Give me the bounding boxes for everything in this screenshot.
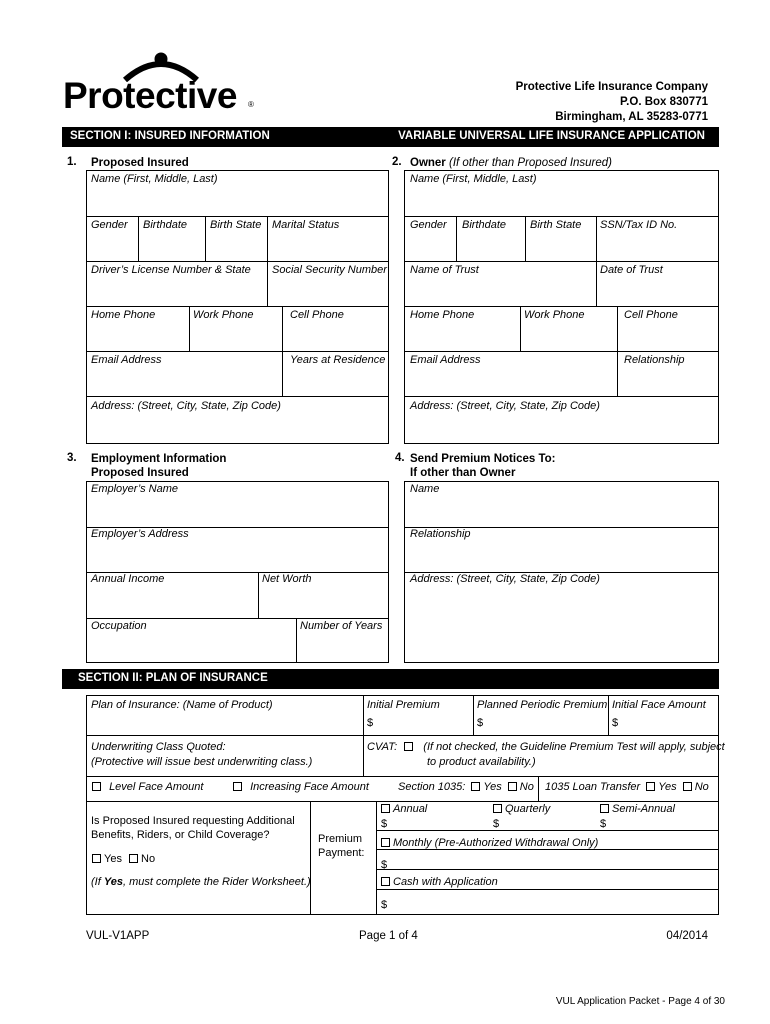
initial-premium-dollar: $: [367, 717, 374, 729]
riders-question-line2: Benefits, Riders, or Child Coverage?: [91, 829, 270, 841]
initial-face-field[interactable]: Initial Face Amount: [612, 699, 706, 711]
employment-title: Employment Information: [91, 453, 227, 465]
owner-home-phone-field[interactable]: Home Phone: [410, 309, 475, 321]
insured-name-field[interactable]: Name (First, Middle, Last): [91, 173, 218, 185]
employer-address-field[interactable]: Employer’s Address: [91, 528, 189, 540]
riders-yes-label: Yes: [104, 853, 122, 865]
section2-title: SECTION II: PLAN OF INSURANCE: [78, 672, 268, 684]
monthly-option[interactable]: [381, 837, 598, 850]
number-of-years-field[interactable]: Number of Years: [300, 620, 383, 632]
annual-income-field[interactable]: Annual Income: [91, 573, 165, 585]
increasing-face-option[interactable]: [233, 781, 369, 794]
monthly-dollar: $: [381, 859, 388, 871]
section2-header: [62, 669, 719, 689]
annual-checkbox[interactable]: [381, 804, 390, 813]
riders-yes-checkbox[interactable]: [92, 854, 101, 863]
owner-relationship-field[interactable]: Relationship: [624, 354, 685, 366]
underwriting-class-field[interactable]: Underwriting Class Quoted:: [91, 741, 226, 753]
annual-dollar: $: [381, 818, 388, 830]
section-1035-no-checkbox[interactable]: [508, 782, 517, 791]
insured-cell-phone-field[interactable]: Cell Phone: [290, 309, 344, 321]
section-1035-yes-label: Yes: [483, 781, 502, 793]
insured-marital-status-field[interactable]: Marital Status: [272, 219, 340, 231]
employer-name-field[interactable]: Employer’s Name: [91, 483, 179, 495]
increasing-face-checkbox[interactable]: [233, 782, 242, 791]
logo-trademark: ®: [248, 100, 254, 109]
packet-page: VUL Application Packet - Page 4 of 30: [555, 996, 725, 1007]
premium-payment-label-line2: Payment:: [318, 847, 365, 859]
insured-years-residence-field[interactable]: Years at Residence: [290, 354, 386, 366]
loan-transfer-yes-label: Yes: [658, 781, 677, 793]
owner-name-field[interactable]: Name (First, Middle, Last): [410, 173, 537, 185]
form-date: 04/2014: [666, 930, 708, 942]
section-1035-option[interactable]: [398, 781, 534, 794]
owner-trust-date-field[interactable]: Date of Trust: [600, 264, 663, 276]
premium-payment-label-line1: Premium: [318, 833, 363, 845]
insured-gender-field[interactable]: Gender: [91, 219, 128, 231]
form-id: VUL-V1APP: [86, 930, 150, 942]
riders-answer[interactable]: [92, 853, 155, 866]
owner-cell-phone-field[interactable]: Cell Phone: [624, 309, 678, 321]
riders-question-line1: Is Proposed Insured requesting Additional: [91, 815, 295, 827]
owner-birth-state-field[interactable]: Birth State: [530, 219, 582, 231]
section1-title: SECTION I: INSURED INFORMATION: [70, 130, 270, 142]
insured-birthdate-field[interactable]: Birthdate: [143, 219, 188, 231]
quarterly-checkbox[interactable]: [493, 804, 502, 813]
semi-annual-option[interactable]: [600, 803, 675, 816]
riders-note-prefix: (If: [91, 876, 104, 888]
proposed-insured-title: Proposed Insured: [91, 157, 189, 169]
annual-option[interactable]: [381, 803, 427, 816]
insured-home-phone-field[interactable]: Home Phone: [91, 309, 156, 321]
underwriting-class-note: (Protective will issue best underwriting class.): [91, 756, 313, 768]
loan-transfer-label: 1035 Loan Transfer: [545, 781, 641, 793]
cash-checkbox[interactable]: [381, 877, 390, 886]
loan-transfer-yes-checkbox[interactable]: [646, 782, 655, 791]
section1-header: [62, 127, 719, 147]
initial-premium-field[interactable]: Initial Premium: [367, 699, 440, 711]
owner-title: [410, 156, 612, 170]
section-1035-no-label: No: [519, 781, 534, 793]
occupation-field[interactable]: Occupation: [91, 620, 147, 632]
premium-notices-block: [404, 481, 719, 663]
semi-annual-checkbox[interactable]: [600, 804, 609, 813]
cvat-label: CVAT:: [367, 741, 398, 753]
owner-birthdate-field[interactable]: Birthdate: [462, 219, 507, 231]
insured-license-field[interactable]: Driver’s License Number & State: [91, 264, 251, 276]
item-number-4: 4.: [395, 452, 405, 464]
cvat-note-line1: (If not checked, the Guideline Premium Test will apply, subject: [423, 741, 725, 753]
loan-transfer-no-label: No: [694, 781, 709, 793]
level-face-checkbox[interactable]: [92, 782, 101, 791]
initial-face-dollar: $: [612, 717, 619, 729]
semi-annual-dollar: $: [600, 818, 607, 830]
employment-block: [86, 481, 389, 663]
company-address: [516, 80, 708, 125]
item-number-3: 3.: [67, 452, 77, 464]
cvat-checkbox[interactable]: [404, 742, 413, 751]
insured-birth-state-field[interactable]: Birth State: [210, 219, 262, 231]
section-1035-yes-checkbox[interactable]: [471, 782, 480, 791]
increasing-face-label: Increasing Face Amount: [250, 781, 369, 793]
riders-note-yes: Yes: [103, 876, 124, 888]
cash-label: Cash with Application: [393, 876, 498, 888]
plan-name-field[interactable]: Plan of Insurance: (Name of Product): [91, 699, 273, 711]
semi-annual-label: Semi-Annual: [612, 803, 675, 815]
logo-wordmark: Protective: [63, 75, 237, 116]
cvat-option[interactable]: [367, 741, 725, 754]
cash-dollar: $: [381, 899, 388, 911]
loan-transfer-no-checkbox[interactable]: [683, 782, 692, 791]
insured-work-phone-field[interactable]: Work Phone: [193, 309, 254, 321]
owner-title-note: (If other than Proposed Insured): [449, 157, 613, 169]
protective-logo: [63, 50, 263, 120]
premium-notices-subtitle: If other than Owner: [410, 467, 516, 479]
employment-subtitle: Proposed Insured: [91, 467, 189, 479]
riders-no-label: No: [141, 853, 156, 865]
planned-premium-field[interactable]: Planned Periodic Premium: [477, 699, 608, 711]
insured-email-field[interactable]: Email Address: [91, 354, 162, 366]
owner-work-phone-field[interactable]: Work Phone: [524, 309, 585, 321]
owner-ssn-field[interactable]: SSN/Tax ID No.: [600, 219, 678, 231]
owner-title-text: Owner: [410, 157, 446, 169]
insured-ssn-field[interactable]: Social Security Number: [272, 264, 387, 276]
riders-note: [91, 876, 311, 889]
owner-gender-field[interactable]: Gender: [410, 219, 447, 231]
monthly-label: Monthly (Pre-Authorized Withdrawal Only): [393, 837, 599, 849]
notice-name-field[interactable]: Name: [410, 483, 440, 495]
riders-no-checkbox[interactable]: [129, 854, 138, 863]
cvat-note-line2: to product availability.): [427, 756, 536, 768]
quarterly-dollar: $: [493, 818, 500, 830]
insured-address-field[interactable]: Address: (Street, City, State, Zip Code): [91, 400, 281, 412]
owner-address-field[interactable]: Address: (Street, City, State, Zip Code): [410, 400, 600, 412]
owner-trust-name-field[interactable]: Name of Trust: [410, 264, 479, 276]
cash-option[interactable]: [381, 876, 498, 889]
page-number: Page 1 of 4: [359, 930, 418, 942]
loan-transfer-option[interactable]: [545, 781, 709, 794]
net-worth-field[interactable]: Net Worth: [262, 573, 312, 585]
level-face-option[interactable]: [92, 781, 203, 794]
item-number-2: 2.: [392, 156, 402, 168]
company-po-box: P.O. Box 830771: [619, 96, 708, 108]
quarterly-option[interactable]: [493, 803, 550, 816]
owner-email-field[interactable]: Email Address: [410, 354, 481, 366]
item-number-1: 1.: [67, 156, 77, 168]
planned-premium-dollar: $: [477, 717, 484, 729]
notice-address-field[interactable]: Address: (Street, City, State, Zip Code): [410, 573, 600, 585]
section-1035-label: Section 1035:: [398, 781, 466, 793]
quarterly-label: Quarterly: [505, 803, 551, 815]
company-city: Birmingham, AL 35283-0771: [555, 111, 708, 123]
riders-note-suffix: , must complete the Rider Worksheet.): [123, 876, 311, 888]
notice-relationship-field[interactable]: Relationship: [410, 528, 471, 540]
company-name: Protective Life Insurance Company: [515, 81, 708, 93]
monthly-checkbox[interactable]: [381, 838, 390, 847]
section1-form-title: VARIABLE UNIVERSAL LIFE INSURANCE APPLICATION: [398, 130, 705, 142]
level-face-label: Level Face Amount: [109, 781, 204, 793]
annual-label: Annual: [393, 803, 428, 815]
premium-notices-title: Send Premium Notices To:: [410, 453, 556, 465]
